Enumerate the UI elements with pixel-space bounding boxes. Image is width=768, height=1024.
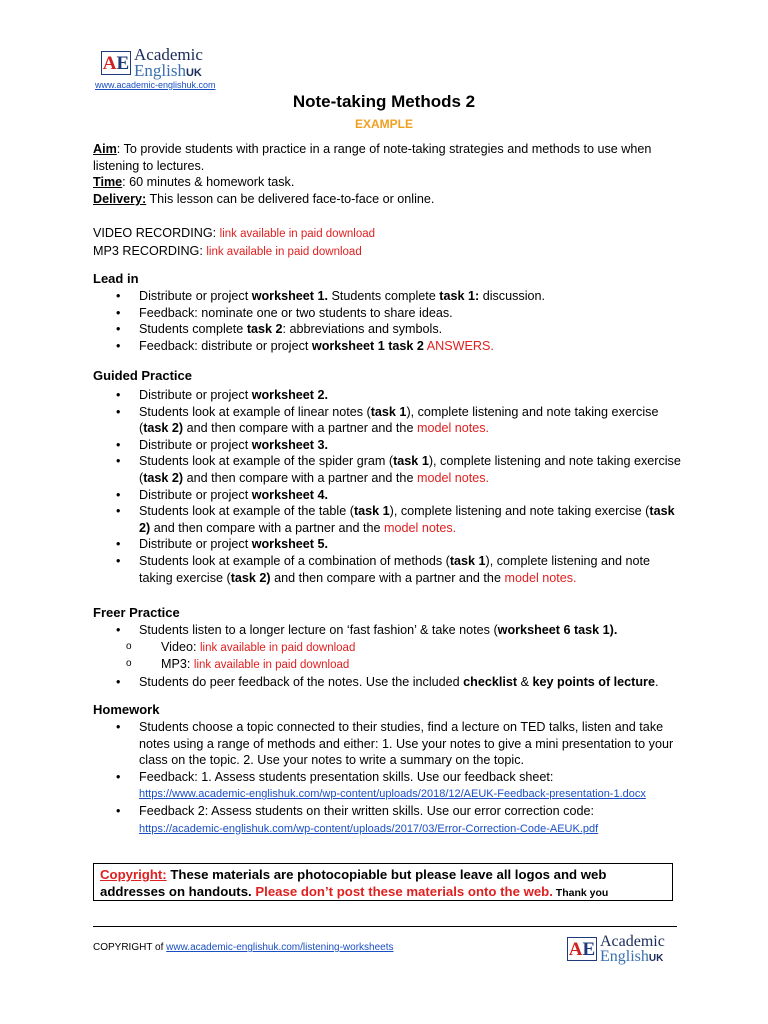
model-notes-link[interactable]: model notes. [416, 421, 490, 436]
footer-divider [93, 926, 677, 927]
list-item: • Feedback: distribute or project worksheet 1 task 2 ANSWERS. [93, 338, 683, 355]
list-item: • Feedback 2: Assess students on their written skills. Use our error correction code: https://academic-englishuk.com/wp-content/uploads/2017/03/Error-Correction-Code-AEUK.pdf [93, 803, 683, 837]
freer-practice-heading: Freer Practice [93, 605, 180, 620]
list-item: • Students complete task 2: abbreviations and symbols. [93, 321, 683, 338]
logo-uk: UK [185, 67, 202, 80]
delivery-line: Delivery: This lesson can be delivered face-to-face or online. [93, 191, 435, 206]
list-item: • Students choose a topic connected to their studies, find a lecture on TED talks, listen and take notes using a range of methods and either: 1. Use your notes to give a mini presentation to your class on the topic. 2. Use your notes to write a summary on the topic. [93, 719, 683, 769]
freer-practice-list [93, 622, 683, 690]
time-line: Time: 60 minutes & homework task. [93, 175, 295, 190]
recordings [93, 225, 683, 260]
lead-in-heading: Lead in [93, 271, 139, 286]
list-item: • Students listen to a longer lecture on ‘fast fashion’ & take notes (worksheet 6 task 1). o Video: link available in paid download o MP3: link available in paid download [93, 622, 683, 674]
footer-link[interactable]: www.academic-englishuk.com/listening-worksheets [166, 942, 394, 953]
model-notes-link[interactable]: model notes. [416, 470, 490, 485]
video-recording-line: VIDEO RECORDING: link available in paid download [93, 226, 376, 240]
website-link[interactable]: www.academic-englishuk.com [95, 80, 216, 90]
list-item: • Feedback: nominate one or two students to share ideas. [93, 305, 683, 322]
list-item: • Students look at example of the spider gram (task 1), complete listening and note taking exercise (task 2) and then compare with a partner and the model notes. [93, 453, 683, 486]
ae-logo-icon: A E [102, 52, 130, 74]
mp3-paid-link[interactable]: link available in paid download [206, 245, 362, 258]
list-item: • Distribute or project worksheet 4. [93, 487, 683, 504]
homework-heading: Homework [93, 702, 160, 717]
list-item: • Students look at example of a combination of methods (task 1), complete listening and note taking exercise (task 2) and then compare with a partner and the model notes. [93, 553, 683, 586]
logo-english: English [600, 948, 649, 966]
academic-english-uk-logo-footer [567, 934, 665, 964]
list-item: • Distribute or project worksheet 1. Students complete task 1: discussion. [93, 288, 683, 305]
page-title: Note-taking Methods 2 [292, 92, 476, 111]
logo-uk: UK [648, 953, 664, 965]
mp3-recording-line: MP3 RECORDING: link available in paid download [93, 243, 362, 258]
list-item: • Students look at example of linear notes (task 1), complete listening and note taking exercise (task 2) and then compare with a partner and the model notes. [93, 404, 683, 437]
feedback-sheet-link[interactable]: https://www.academic-englishuk.com/wp-content/uploads/2018/12/AEUK-Feedback-presentation-1.docx [139, 788, 646, 801]
list-item: • Students do peer feedback of the notes. Use the included checklist & key points of lecture. [93, 674, 683, 691]
logo-academic: Academic [600, 933, 665, 950]
lesson-info [93, 141, 683, 207]
error-correction-link[interactable]: https://academic-englishuk.com/wp-content/uploads/2017/03/Error-Correction-Code-AEUK.pdf [139, 822, 599, 835]
list-item: • Distribute or project worksheet 3. [93, 437, 683, 454]
video-sub-item: o Video: link available in paid download [93, 639, 683, 657]
model-notes-link[interactable]: model notes. [504, 570, 577, 585]
guided-practice-list [93, 387, 683, 586]
logo-english: English [134, 61, 186, 81]
aim-line: Aim: To provide students with practice in a range of note-taking strategies and methods to use when listening to lectures. [93, 142, 652, 173]
logo-academic: Academic [134, 45, 203, 64]
mp3-sub-item: o MP3: link available in paid download [93, 656, 683, 674]
lead-in-list [93, 288, 683, 354]
copyright-notice: Copyright: These materials are photocopiable but please leave all logos and web addresses on handouts. Please don’t post these materials onto the web. Thank you [93, 863, 673, 901]
homework-list [93, 719, 683, 837]
list-item: • Distribute or project worksheet 2. [93, 387, 683, 404]
list-item: • Feedback: 1. Assess students presentation skills. Use our feedback sheet: https://www.academic-englishuk.com/wp-content/uploads/2018/12/AEUK-Feedback-presentation-1.docx [93, 769, 683, 803]
list-item: • Distribute or project worksheet 5. [93, 536, 683, 553]
list-item: • Students look at example of the table (task 1), complete listening and note taking exercise (task 2) and then compare with a partner and the model notes. [93, 503, 683, 536]
ae-logo-icon: A E [568, 938, 596, 960]
mp3-paid-link[interactable]: link available in paid download [193, 659, 350, 672]
model-notes-link[interactable]: model notes. [384, 520, 457, 535]
page-subtitle: EXAMPLE [354, 117, 413, 131]
footer-copyright: COPYRIGHT of www.academic-englishuk.com/listening-worksheets [93, 942, 394, 953]
video-paid-link[interactable]: link available in paid download [219, 228, 376, 240]
guided-practice-heading: Guided Practice [93, 368, 192, 383]
video-paid-link[interactable]: link available in paid download [199, 641, 356, 654]
academic-english-uk-logo [101, 47, 203, 79]
